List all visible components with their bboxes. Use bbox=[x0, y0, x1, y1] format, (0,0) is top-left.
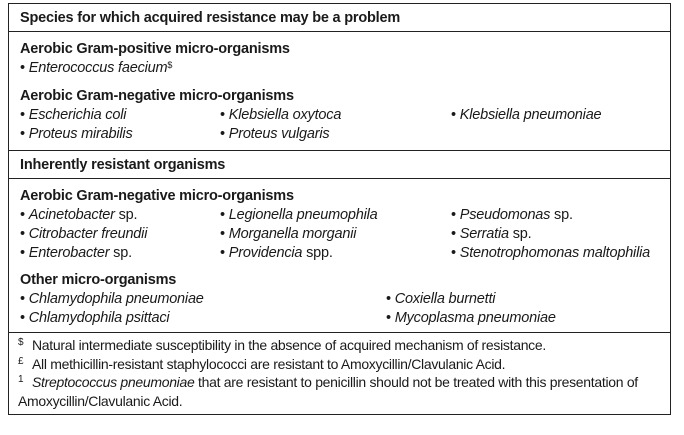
resistance-table bbox=[8, 3, 671, 415]
list-item bbox=[386, 309, 556, 328]
species-name: Morganella morganii bbox=[228, 226, 357, 242]
bullet: • bbox=[451, 207, 460, 223]
list-item bbox=[220, 244, 333, 263]
acquired-section bbox=[9, 32, 670, 151]
list-item bbox=[451, 106, 601, 125]
bullet: • bbox=[20, 291, 29, 307]
gram-positive-title: Aerobic Gram-positive micro-organisms bbox=[20, 41, 290, 57]
list-row bbox=[20, 225, 670, 244]
bullet: • bbox=[20, 60, 25, 76]
other-organisms-list bbox=[20, 290, 670, 328]
list-item bbox=[220, 106, 341, 125]
species-name: Stenotrophomonas maltophilia bbox=[459, 245, 650, 261]
bullet: • bbox=[220, 226, 229, 242]
species-name: Proteus vulgaris bbox=[228, 126, 330, 142]
list-item bbox=[451, 206, 573, 225]
list-item bbox=[20, 309, 169, 328]
gram-negative-list bbox=[20, 106, 670, 144]
gram-negative-title: Aerobic Gram-negative micro-organisms bbox=[20, 188, 294, 204]
list-item bbox=[220, 125, 329, 144]
gram-negative-title: Aerobic Gram-negative micro-organisms bbox=[20, 88, 294, 104]
species-name: Enterobacter bbox=[28, 245, 110, 261]
list-item bbox=[220, 225, 356, 244]
species-name: Acinetobacter bbox=[28, 207, 115, 223]
species-name: Mycoplasma pneumoniae bbox=[394, 310, 556, 326]
species-name: Legionella pneumophila bbox=[228, 207, 378, 223]
list-item bbox=[220, 206, 378, 225]
species-name: Pseudomonas bbox=[459, 207, 551, 223]
species-name: Providencia bbox=[228, 245, 303, 261]
list-item bbox=[451, 244, 650, 263]
list-row bbox=[20, 244, 670, 263]
bullet: • bbox=[20, 226, 29, 242]
bullet: • bbox=[20, 207, 29, 223]
section-header-inherent: Inherently resistant organisms bbox=[9, 151, 670, 179]
species-suffix: sp. bbox=[508, 226, 532, 242]
species-name: Serratia bbox=[459, 226, 509, 242]
other-organisms-title: Other micro-organisms bbox=[20, 272, 177, 288]
footnote-marker: $ bbox=[167, 60, 173, 70]
bullet: • bbox=[20, 310, 29, 326]
list-row bbox=[20, 106, 670, 125]
bullet: • bbox=[220, 207, 229, 223]
species-name: Enterococcus faecium bbox=[28, 60, 168, 76]
footnote-3: 1 Streptococcus pneumoniae that are resistant to penicillin should not be treated with this presentation of bbox=[18, 374, 638, 390]
bullet: • bbox=[220, 245, 229, 261]
gram-negative-list bbox=[20, 206, 670, 263]
species-suffix: sp. bbox=[114, 207, 138, 223]
footnote-2: £ All methicillin-resistant staphylococci are resistant to Amoxycillin/Clavulanic Acid. bbox=[18, 355, 506, 372]
list-row bbox=[20, 290, 670, 309]
inherent-section bbox=[9, 179, 670, 333]
species-name: Escherichia coli bbox=[28, 107, 127, 123]
species-suffix: sp. bbox=[550, 207, 573, 223]
bullet: • bbox=[451, 245, 460, 261]
list-item bbox=[20, 59, 670, 78]
bullet: • bbox=[220, 126, 229, 142]
species-name: Chlamydophila psittaci bbox=[28, 310, 170, 326]
species-name: Chlamydophila pneumoniae bbox=[28, 291, 204, 307]
species-name: Klebsiella oxytoca bbox=[228, 107, 342, 123]
list-item bbox=[451, 225, 531, 244]
list-item bbox=[20, 206, 137, 225]
section-header-acquired: Species for which acquired resistance may be a problem bbox=[9, 4, 670, 32]
footnotes bbox=[9, 333, 670, 414]
list-item bbox=[20, 290, 204, 309]
footnote-3-continued: Amoxycillin/Clavulanic Acid. bbox=[18, 392, 183, 409]
bullet: • bbox=[20, 245, 29, 261]
species-name: Coxiella burnetti bbox=[394, 291, 496, 307]
species-name: Proteus mirabilis bbox=[28, 126, 133, 142]
bullet: • bbox=[220, 107, 229, 123]
list-row bbox=[20, 309, 670, 328]
list-item bbox=[386, 290, 495, 309]
list-row bbox=[20, 125, 670, 144]
species-suffix: sp. bbox=[109, 245, 132, 261]
list-item bbox=[20, 244, 132, 263]
bullet: • bbox=[20, 126, 29, 142]
list-row bbox=[20, 206, 670, 225]
bullet: • bbox=[386, 291, 395, 307]
species-name: Citrobacter freundii bbox=[28, 226, 148, 242]
footnote-1: $ Natural intermediate susceptibility in the absence of acquired mechanism of resistance. bbox=[18, 337, 546, 353]
bullet: • bbox=[451, 107, 460, 123]
bullet: • bbox=[20, 107, 29, 123]
bullet: • bbox=[386, 310, 395, 326]
list-item bbox=[20, 225, 147, 244]
bullet: • bbox=[451, 226, 460, 242]
list-item bbox=[20, 125, 133, 144]
list-item bbox=[20, 106, 126, 125]
species-name: Klebsiella pneumoniae bbox=[459, 107, 602, 123]
species-suffix: spp. bbox=[302, 245, 333, 261]
